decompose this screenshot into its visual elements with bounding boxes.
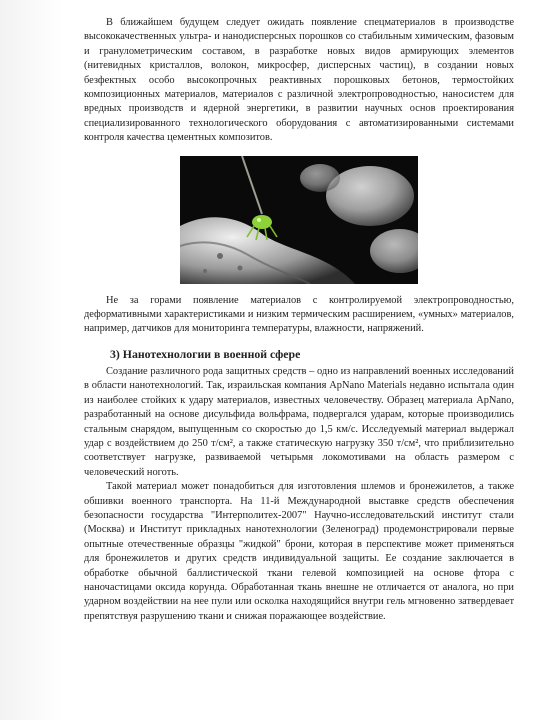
- paragraph-intro: В ближайшем будущем следует ожидать появление спецматериалов в производстве высококачественных ультра- и нанодисперсных порошков со стабильным химическим, фазовым и гранулометрическим составом, в разработке новых видов армирующих элементов (нитевидных кристаллов, волокон, микросфер, дисперсных частиц), в создании новых безфектных особо высокопрочных реактивных порошковых бетонов, термостойких композиционных материалов, материалов с различной электропроводностью, наносистем для вредных производств и ядерной энергетики, в развитии научных основ проектирования специализированного технологического оборудования с автоматизированными системами контроля качества цементных композитов.: [84, 17, 514, 144]
- paragraph-military-2: Такой материал может понадобиться для изготовления шлемов и бронежилетов, а также обшивки военного транспорта. На 11-й Международной выставке средств обеспечения безопасности государства "Интерполитех-2007" Научно-исследовательский институт стали (Москва) и Институт прикладных нанотехнологии (Зеленоград) продемонстрировали первые опытные отечественные образцы "жидкой" брони, которая в перспективе может применяться для бронежилетов и других средств индивидуальной защиты. Ее создание заключается в обработке обычной баллистической ткани гелевой композицией на основе фтора с наночастицами оксида корунда. Обработанная ткань внешне не отличается от аналога, но при ударном воздействии на нее пули или осколка находящийся внутри гель мгновенно затвердевает препятствуя разрушению ткани и снижая поражающее воздействие.: [84, 481, 514, 622]
- nanorobot-on-cell-image: [180, 156, 418, 284]
- paragraph-after-image: Не за горами появление материалов с контролируемой электропроводностью, деформативными характеристиками и низким термическим расширением, «умных» материалов, например, датчиков для мониторинга температуры, влажности, напряжений.: [84, 294, 514, 335]
- section-heading: 3) Нанотехнологии в военной сфере: [110, 346, 301, 361]
- paragraph-military-1: Создание различного рода защитных средств – одно из направлений военных исследований в области нанотехнологий. Так, израильская компания ApNano Materials недавно испытала один из наиболее стойких к удару материалов, известных человечеству. Образец материала ApNano, разработанный на основе дисульфида вольфрама, подвергался ударам, которые производились стальным снарядом, выпущенным со скоростью до 1,5 км/с. Исследуемый материал выдержал удар с воздействием до 250 т/см², а также статическую нагрузку 350 т/см², что приблизительно соответствует нагрузке, развиваемой четырьмя локомотивами на область размером с человеческий ноготь.: [84, 365, 514, 478]
